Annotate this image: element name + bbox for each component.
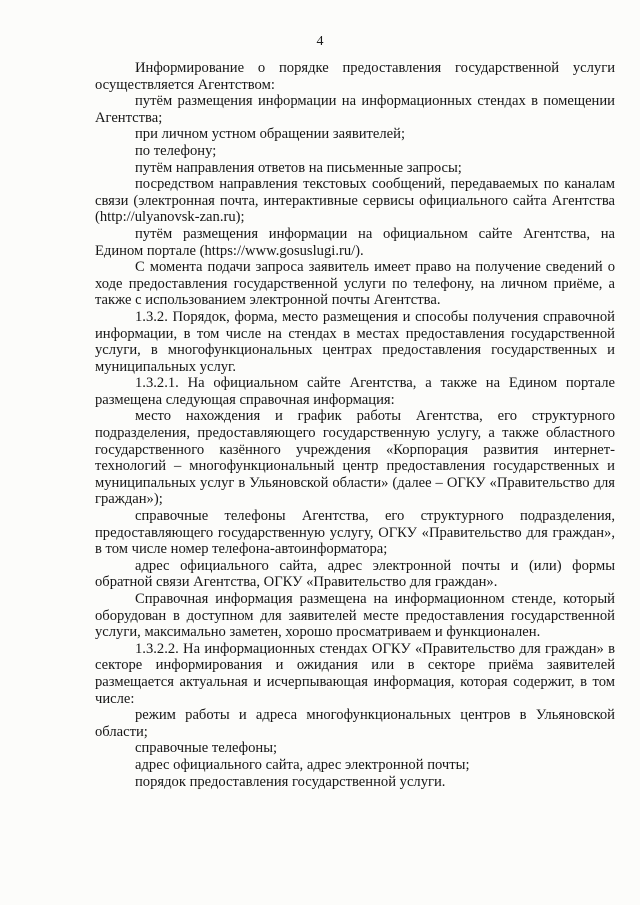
paragraph: путём размещения информации на информационных стендах в помещении Агентства; (95, 93, 615, 126)
paragraph: Информирование о порядке предоставления государственной услуги осуществляется Агентством: (95, 60, 615, 93)
paragraph: справочные телефоны Агентства, его структурного подразделения, предоставляющего государственную услугу, ОГКУ «Правительство для граждан», в том числе номер телефона-автоинформатора; (95, 508, 615, 558)
paragraph: 1.3.2. Порядок, форма, место размещения и способы получения справочной информации, в том числе на стендах в местах предоставления государственной услуги, в многофункциональных центрах предоставления государственных и муниципальных услуг. (95, 308, 615, 375)
paragraph: режим работы и адреса многофункциональных центров в Ульяновской области; (95, 707, 615, 740)
paragraph: путём размещения информации на официальном сайте Агентства, на Едином портале (https://www.gosuslugi.ru/). (95, 225, 615, 259)
paragraph: по телефону; (135, 142, 217, 159)
paragraph: Справочная информация размещена на информационном стенде, который оборудован в доступном для заявителей месте предоставления государственной услуги, максимально заметен, хорошо просматриваем и функционален. (95, 591, 615, 641)
paragraph: справочные телефоны; (135, 740, 278, 757)
paragraph: место нахождения и график работы Агентства, его структурного подразделения, предоставляющего государственную услугу, а также областного государственного казённого учреждения «Корпорация развития интернет-технологий – многофункциональный центр предоставления государственных и муниципальных услуг в Ульяновской области» (далее – ОГКУ «Правительство для граждан»); (95, 408, 615, 508)
paragraph: посредством направления текстовых сообщений, передаваемых по каналам связи (электронная почта, интерактивные сервисы официального сайта Агентства (http://ulyanovsk-zan.ru); (95, 176, 615, 226)
document-body (95, 60, 615, 790)
paragraph: адрес официального сайта, адрес электронной почты и (или) формы обратной связи Агентства, ОГКУ «Правительство для граждан». (95, 557, 615, 591)
paragraph: порядок предоставления государственной услуги. (135, 773, 446, 790)
paragraph: 1.3.2.2. На информационных стендах ОГКУ «Правительство для граждан» в секторе информирования и ожидания или в секторе приёма заявителей размещается актуальная и исчерпывающая информация, которая содержит, в том числе: (95, 640, 615, 707)
paragraph: С момента подачи запроса заявитель имеет право на получение сведений о ходе предоставления государственной услуги по телефону, на личном приёме, а также с использованием электронной почты Агентства. (95, 259, 615, 309)
paragraph: путём направления ответов на письменные запросы; (135, 159, 462, 176)
page-number: 4 (316, 34, 324, 49)
paragraph: при личном устном обращении заявителей; (135, 126, 405, 143)
paragraph: 1.3.2.1. На официальном сайте Агентства, а также на Едином портале размещена следующая справочная информация: (95, 375, 615, 408)
paragraph: адрес официального сайта, адрес электронной почты; (135, 756, 470, 773)
